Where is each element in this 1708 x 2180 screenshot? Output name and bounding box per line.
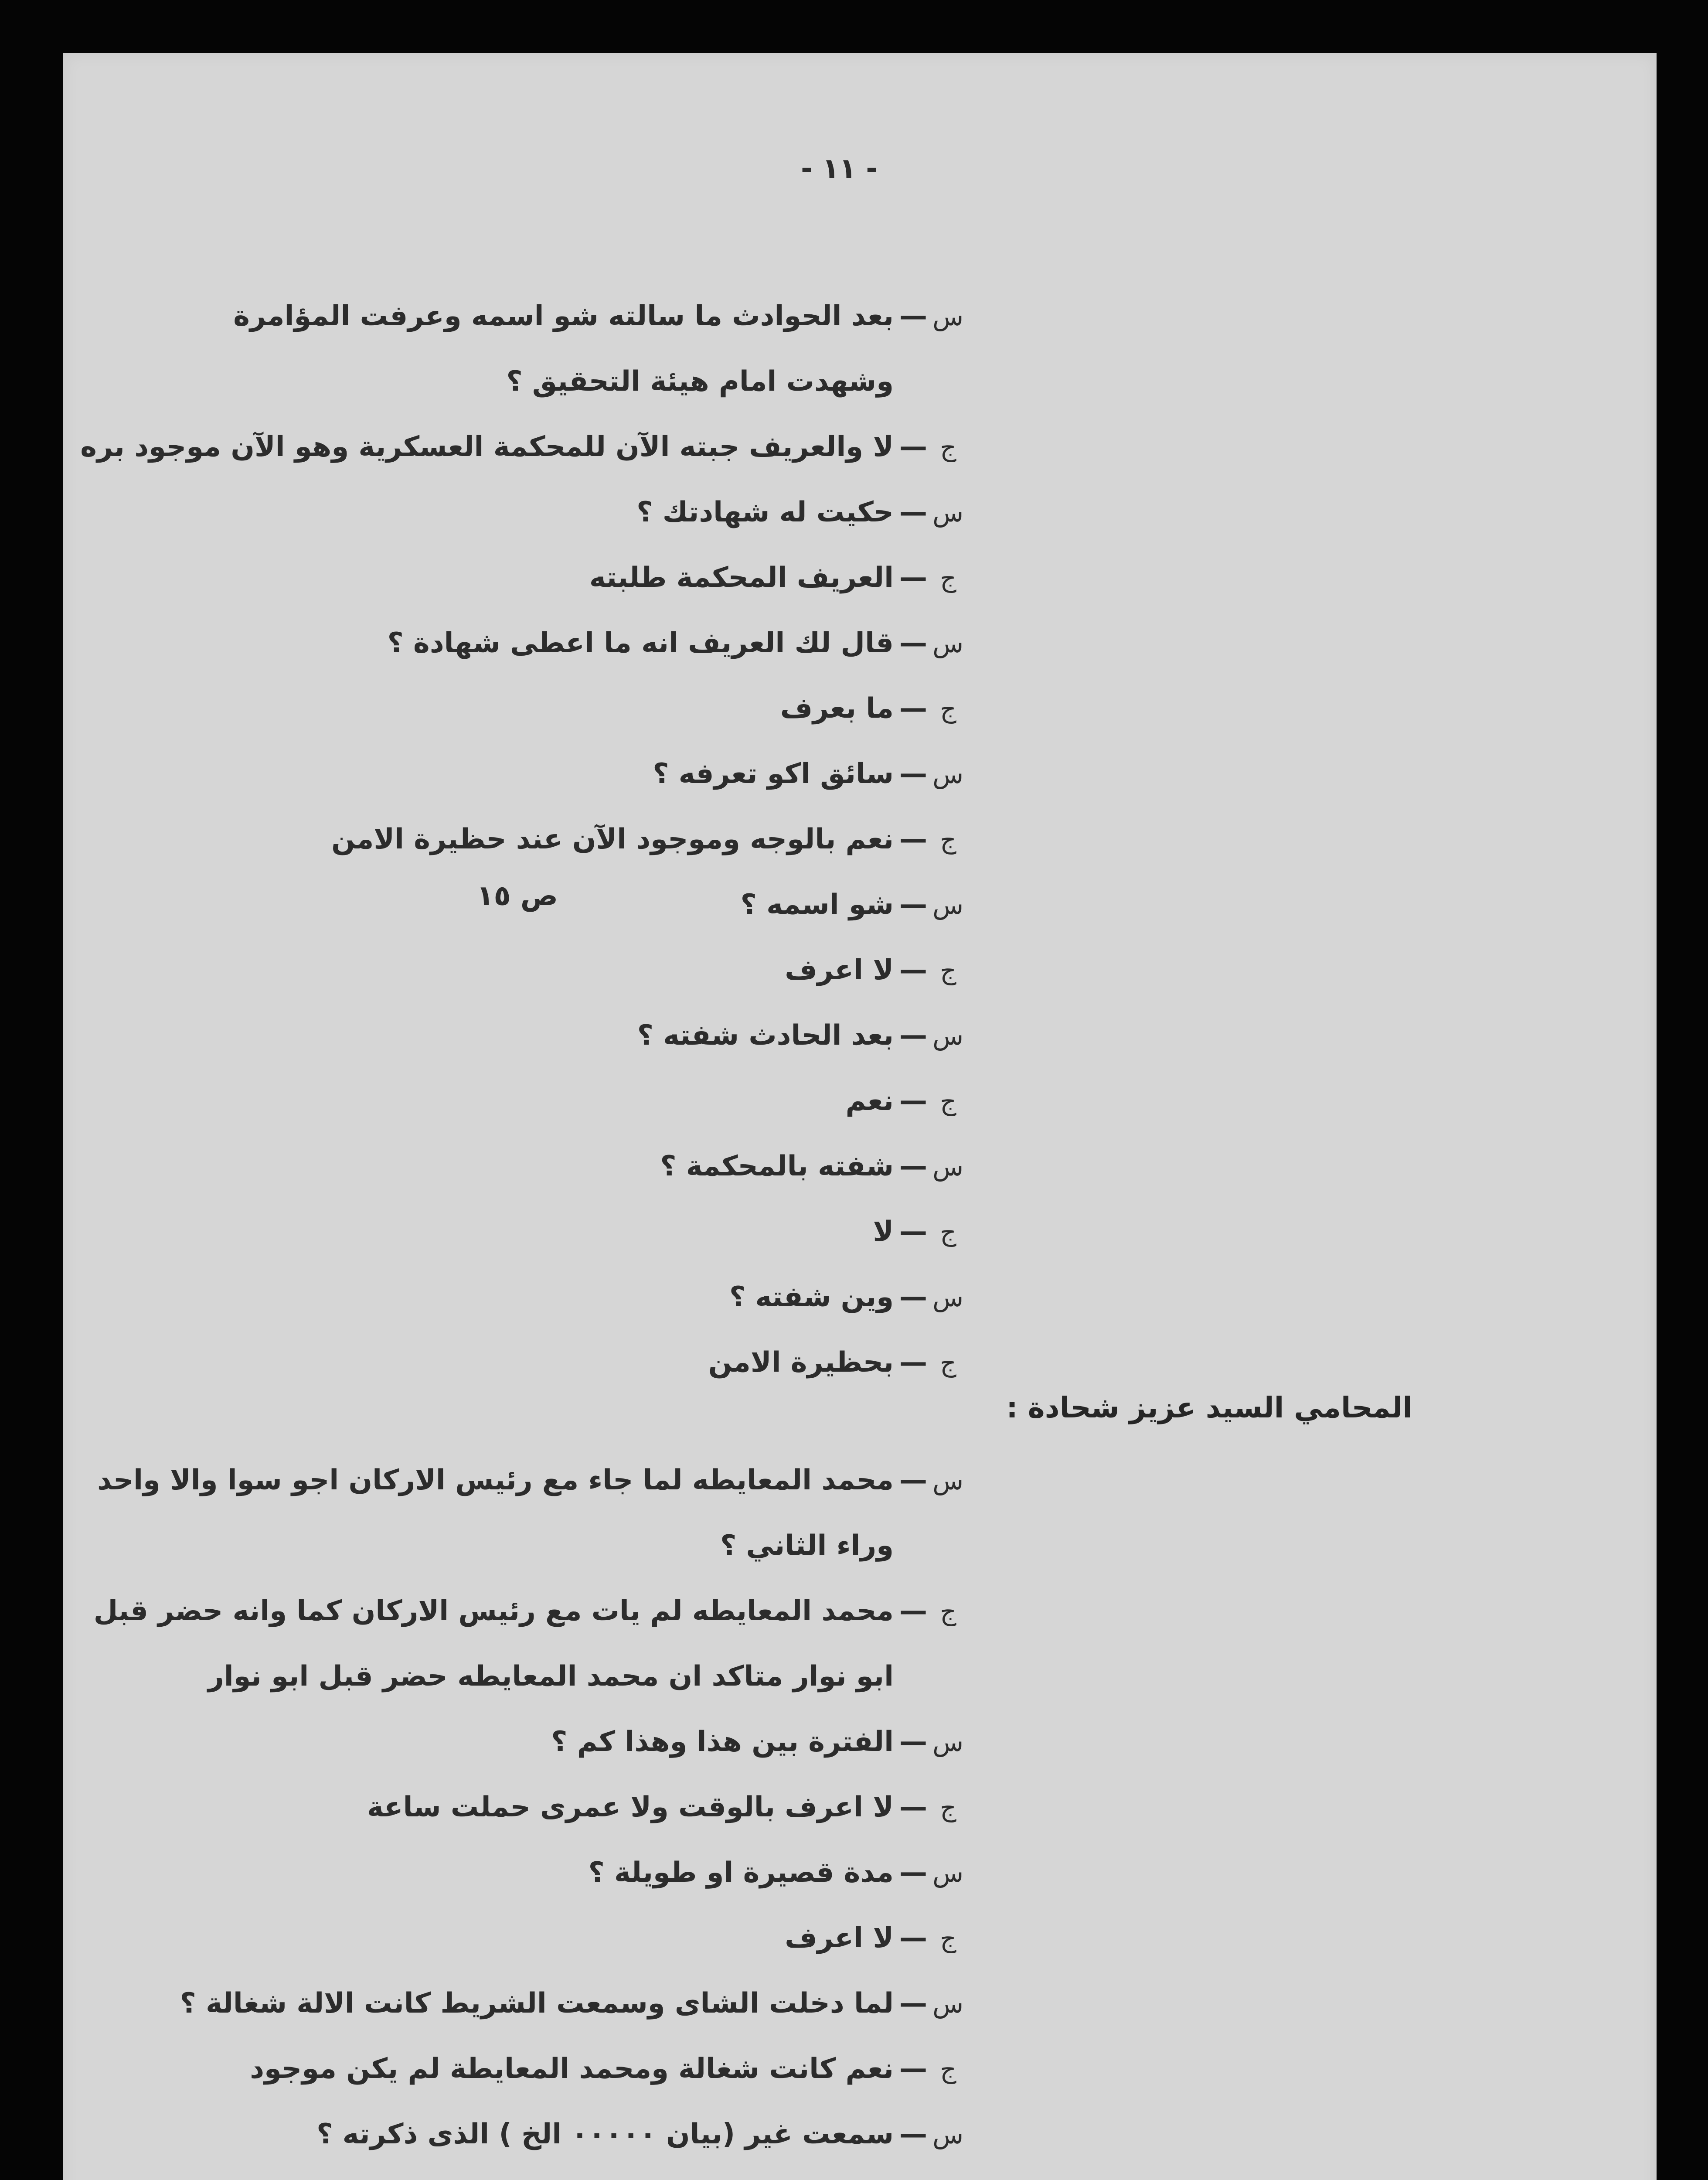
question-marker: س — [932, 1021, 963, 1051]
question-marker: س — [932, 1858, 963, 1888]
question-line — [637, 1003, 963, 1068]
line-text: لا والعريف جبته الآن للمحكمة العسكرية وهو الآن موجود بره — [80, 431, 894, 463]
line-text: لا اعرف — [785, 1922, 894, 1954]
question-marker: س — [932, 1989, 963, 2019]
answer-line — [367, 1775, 963, 1840]
line-text: وراء الثاني ؟ — [720, 1529, 894, 1562]
question-line — [97, 1448, 963, 1513]
line-text: شفته بالمحكمة ؟ — [660, 1150, 894, 1182]
answer-marker: ج — [940, 1597, 956, 1626]
dash — [894, 2167, 933, 2180]
line-text — [642, 2167, 894, 2180]
answer-marker: ج — [940, 956, 956, 985]
dash: — — [899, 1085, 927, 1117]
line-text: قال لك العريف انه ما اعطى شهادة ؟ — [387, 627, 894, 659]
question-line — [551, 1709, 963, 1775]
continuation-line — [208, 1644, 894, 1709]
line-text: الفترة بين هذا وهذا كم ؟ — [551, 1726, 894, 1758]
dash: — — [899, 2053, 927, 2085]
dash: — — [899, 1726, 927, 1758]
line-text: لا اعرف بالوقت ولا عمرى حملت ساعة — [367, 1791, 894, 1823]
dash: — — [899, 1987, 927, 2020]
answer-line — [250, 2036, 963, 2102]
dash: — — [899, 1019, 927, 1052]
line-text: العريف المحكمة طلبته — [589, 562, 894, 594]
answer-line — [94, 1578, 963, 1644]
question-marker: س — [932, 2120, 963, 2149]
answer-marker: ج — [940, 694, 956, 724]
answer-marker: ج — [940, 1793, 956, 1822]
question-marker: س — [932, 1466, 963, 1495]
dash: — — [899, 627, 927, 659]
line-text: محمد المعايطه لما جاء مع رئيس الاركان اجو سوا والا واحد — [97, 1464, 894, 1496]
continuation-line — [506, 349, 894, 414]
line-text: بعد الحوادث ما سالته شو اسمه وعرفت المؤامرة — [233, 300, 894, 332]
dash: — — [899, 758, 927, 790]
dash: — — [899, 300, 927, 332]
answer-line — [785, 937, 963, 1003]
dash: — — [899, 1791, 927, 1823]
dash: — — [899, 496, 927, 528]
question-marker: س — [932, 760, 963, 789]
line-text: بحظيرة الامن — [708, 1346, 894, 1379]
line-text: لما دخلت الشاى وسمعت الشريط كانت الالة شغالة ؟ — [180, 1987, 894, 2020]
question-marker: س — [932, 302, 963, 331]
line-text: ما بعرف — [780, 692, 894, 725]
question-marker: س — [932, 1283, 963, 1312]
answer-line — [589, 545, 963, 610]
answer-marker — [933, 2167, 963, 2180]
question-line — [636, 480, 963, 545]
question-marker: س — [932, 1727, 963, 1757]
dash: — — [899, 1856, 927, 1889]
answer-line — [846, 1068, 963, 1134]
line-text: نعم كانت شغالة ومحمد المعايطة لم يكن موجود — [250, 2053, 894, 2085]
question-line — [589, 1840, 963, 1905]
answer-line — [785, 1905, 963, 1971]
dash: — — [899, 889, 927, 921]
answer-line — [642, 2167, 963, 2180]
question-line — [180, 1971, 963, 2036]
dash: — — [899, 1595, 927, 1627]
dash: — — [899, 2118, 927, 2150]
dash: — — [899, 1346, 927, 1379]
line-text: محمد المعايطه لم يات مع رئيس الاركان كما وانه حضر قبل — [93, 1595, 894, 1627]
dash: — — [899, 431, 927, 463]
line-text: نعم بالوجه وموجود الآن عند حظيرة الامن — [331, 823, 894, 855]
line-text: سائق اكو تعرفه ؟ — [653, 758, 894, 790]
question-line — [653, 741, 963, 807]
dash: — — [899, 1281, 927, 1313]
answer-marker: ج — [940, 825, 956, 855]
question-line — [316, 2102, 963, 2167]
dash: — — [899, 692, 927, 725]
page-reference-note: ص ١٥ — [476, 880, 558, 912]
line-text: سمعت غير (بيان ٠٠٠٠٠ الخ ) الذى ذكرته ؟ — [316, 2118, 894, 2150]
continuation-line — [720, 1513, 894, 1578]
dash: — — [899, 562, 927, 594]
answer-marker: ج — [940, 433, 956, 462]
question-line — [388, 610, 963, 676]
question-marker: س — [932, 1152, 963, 1182]
question-marker: س — [932, 498, 963, 528]
document-page — [63, 53, 1657, 2180]
dash: — — [899, 954, 927, 986]
line-text: وشهدت امام هيئة التحقيق ؟ — [506, 365, 894, 398]
dash: — — [899, 1150, 927, 1182]
dash: — — [899, 823, 927, 855]
line-text: شو اسمه ؟ — [740, 889, 894, 921]
line-text: وين شفته ؟ — [729, 1281, 894, 1313]
answer-marker: ج — [940, 2054, 956, 2084]
answer-line — [708, 1330, 963, 1395]
line-text: لا اعرف — [785, 954, 894, 986]
answer-line — [80, 414, 963, 480]
answer-marker: ج — [940, 1924, 956, 1953]
line-text: نعم — [845, 1085, 894, 1117]
question-line — [741, 872, 963, 937]
line-text: حكيت له شهادتك ؟ — [636, 496, 894, 528]
speaker-heading: المحامي السيد عزيز شحادة : — [1006, 1391, 1412, 1424]
line-text: ابو نوار متاكد ان محمد المعايطه حضر قبل ابو نوار — [208, 1660, 894, 1693]
answer-marker: ج — [940, 563, 956, 593]
question-marker: س — [932, 629, 963, 658]
answer-line — [331, 807, 963, 872]
question-line — [660, 1134, 963, 1199]
dash: — — [899, 1464, 927, 1496]
line-text: مدة قصيرة او طويلة ؟ — [588, 1856, 894, 1889]
line-text: لا — [873, 1216, 894, 1248]
answer-marker: ج — [940, 1087, 956, 1116]
page-number: - ١١ - — [801, 153, 878, 185]
question-line — [729, 1264, 963, 1330]
answer-line — [873, 1199, 963, 1264]
answer-line — [780, 676, 963, 741]
question-marker: س — [932, 890, 963, 920]
answer-marker: ج — [940, 1217, 956, 1247]
question-line — [233, 283, 963, 349]
dash: — — [899, 1922, 927, 1954]
dash: — — [899, 1216, 927, 1248]
answer-marker: ج — [940, 1348, 956, 1378]
line-text: بعد الحادث شفته ؟ — [637, 1019, 894, 1052]
